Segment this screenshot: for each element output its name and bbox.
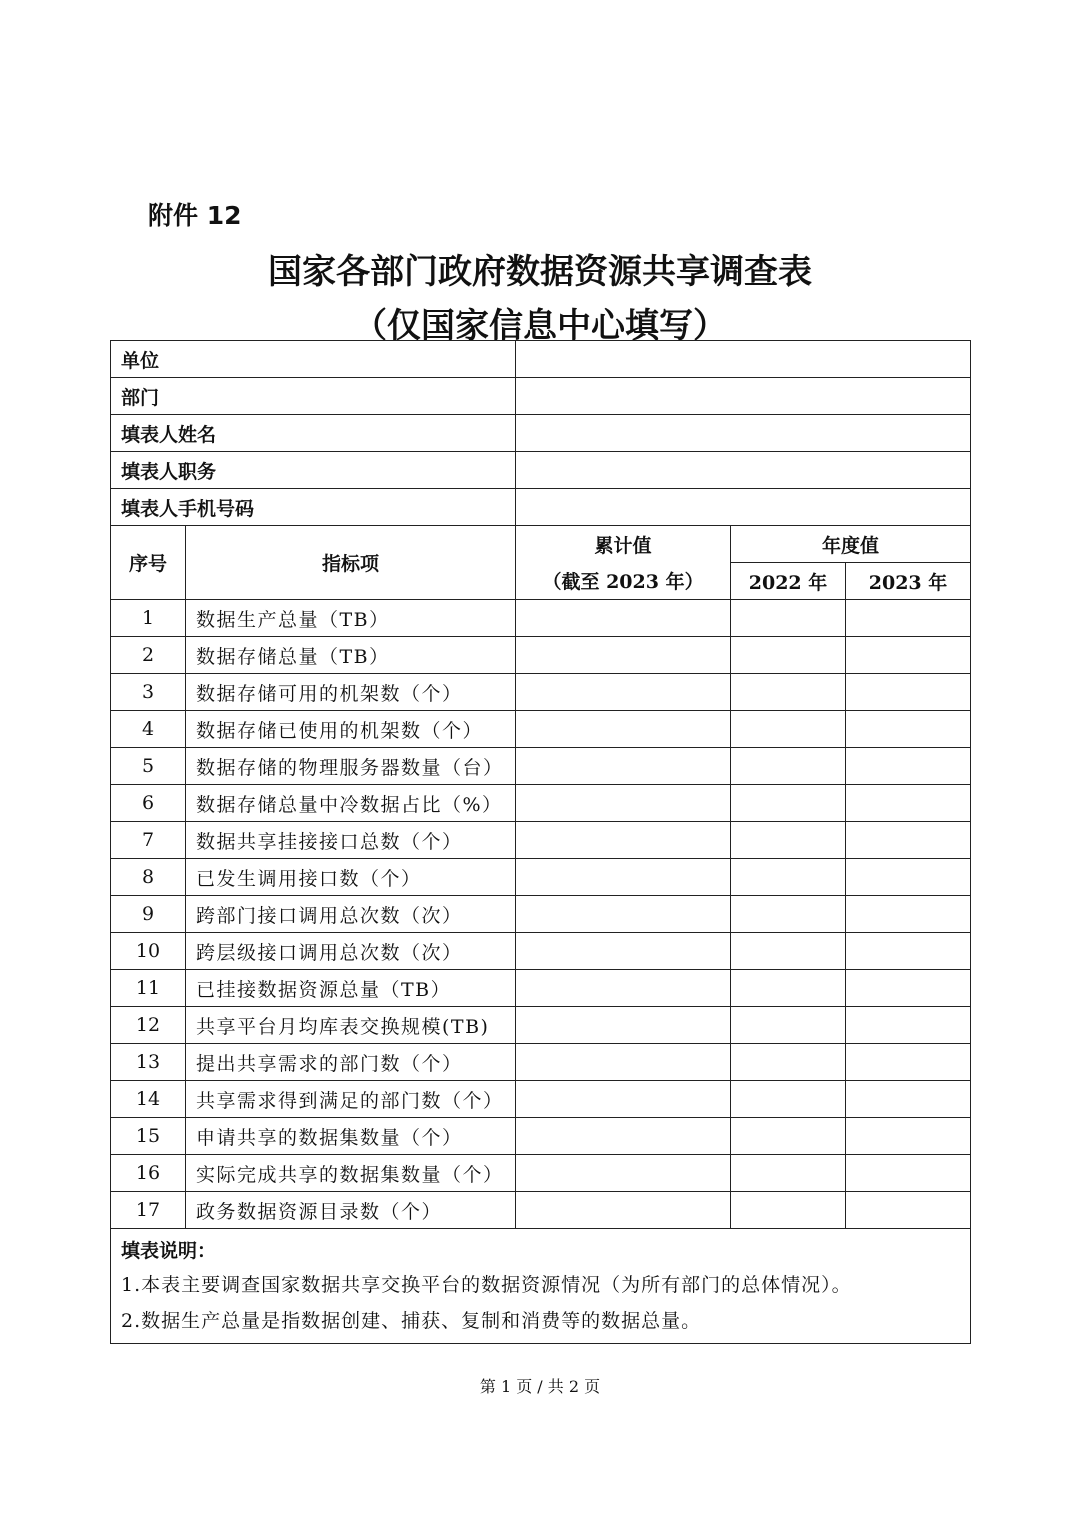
cumulative-cell[interactable]: [516, 859, 731, 896]
cumulative-cell[interactable]: [516, 1044, 731, 1081]
page-title: 国家各部门政府数据资源共享调查表: [268, 252, 812, 292]
row-seq: 10: [111, 933, 186, 970]
info-value-field[interactable]: [516, 341, 971, 378]
table-row: [111, 637, 971, 674]
row-item: 数据存储已使用的机架数（个）: [186, 711, 516, 748]
row-seq: 14: [111, 1081, 186, 1118]
row-item: 已发生调用接口数（个）: [186, 859, 516, 896]
year-2022-cell[interactable]: [731, 970, 846, 1007]
row-seq: 7: [111, 822, 186, 859]
year-2022-cell[interactable]: [731, 785, 846, 822]
row-item: 实际完成共享的数据集数量（个）: [186, 1155, 516, 1192]
table-row: [111, 1118, 971, 1155]
year-2023-cell[interactable]: [846, 785, 971, 822]
attachment-label: 附件 12: [148, 201, 242, 230]
row-seq: 15: [111, 1118, 186, 1155]
row-seq: 9: [111, 896, 186, 933]
notes-line: 2.数据生产总量是指数据创建、捕获、复制和消费等的数据总量。: [121, 1310, 702, 1332]
cumulative-cell[interactable]: [516, 933, 731, 970]
table-row: [111, 1155, 971, 1192]
row-item: 已挂接数据资源总量（TB）: [186, 970, 516, 1007]
year-2023-cell[interactable]: [846, 970, 971, 1007]
table-row: [111, 711, 971, 748]
row-seq: 13: [111, 1044, 186, 1081]
info-label: 填表人职务: [111, 452, 516, 489]
row-item: 数据存储总量（TB）: [186, 637, 516, 674]
year-2022-cell[interactable]: [731, 711, 846, 748]
info-label: 填表人姓名: [111, 415, 516, 452]
year-2023-cell[interactable]: [846, 1044, 971, 1081]
notes-line: 1.本表主要调查国家数据共享交换平台的数据资源情况（为所有部门的总体情况）。: [121, 1274, 852, 1296]
seq-header: 序号: [111, 526, 186, 600]
year-2022-cell[interactable]: [731, 1081, 846, 1118]
info-label: 单位: [111, 341, 516, 378]
info-row: [111, 378, 971, 415]
notes-title: 填表说明：: [121, 1240, 217, 1262]
row-item: 跨部门接口调用总次数（次）: [186, 896, 516, 933]
cumulative-cell[interactable]: [516, 822, 731, 859]
row-item: 数据存储的物理服务器数量（台）: [186, 748, 516, 785]
row-item: 跨层级接口调用总次数（次）: [186, 933, 516, 970]
info-row: [111, 452, 971, 489]
cumulative-cell[interactable]: [516, 1081, 731, 1118]
cumulative-cell[interactable]: [516, 896, 731, 933]
year-2022-cell[interactable]: [731, 748, 846, 785]
year-2023-cell[interactable]: [846, 711, 971, 748]
info-value-field[interactable]: [516, 378, 971, 415]
row-seq: 11: [111, 970, 186, 1007]
cumulative-cell[interactable]: [516, 970, 731, 1007]
row-seq: 1: [111, 600, 186, 637]
year-2023-cell[interactable]: [846, 674, 971, 711]
survey-table: [110, 340, 971, 1344]
row-item: 数据生产总量（TB）: [186, 600, 516, 637]
row-seq: 8: [111, 859, 186, 896]
cumulative-cell[interactable]: [516, 785, 731, 822]
year-2022-cell[interactable]: [731, 600, 846, 637]
table-row: [111, 896, 971, 933]
table-row: [111, 1192, 971, 1229]
table-row: [111, 1081, 971, 1118]
info-row: [111, 341, 971, 378]
cumulative-cell[interactable]: [516, 600, 731, 637]
year-2023-cell[interactable]: [846, 1155, 971, 1192]
year-2022-cell[interactable]: [731, 1044, 846, 1081]
table-row: [111, 933, 971, 970]
year-2023-cell[interactable]: [846, 1081, 971, 1118]
info-value-field[interactable]: [516, 489, 971, 526]
info-row: [111, 415, 971, 452]
cumulative-cell[interactable]: [516, 1192, 731, 1229]
cumulative-cell[interactable]: [516, 1007, 731, 1044]
year-2023-cell[interactable]: [846, 859, 971, 896]
info-value-field[interactable]: [516, 452, 971, 489]
year-2022-cell[interactable]: [731, 933, 846, 970]
annual-header: 年度值: [731, 526, 971, 563]
info-label: 部门: [111, 378, 516, 415]
table-row: [111, 822, 971, 859]
year-2023-header: 2023 年: [846, 563, 971, 600]
table-row: [111, 674, 971, 711]
year-2023-cell[interactable]: [846, 822, 971, 859]
info-row: [111, 489, 971, 526]
table-row: [111, 748, 971, 785]
notes-row: [111, 1229, 971, 1344]
row-seq: 2: [111, 637, 186, 674]
row-item: 政务数据资源目录数（个）: [186, 1192, 516, 1229]
info-value-field[interactable]: [516, 415, 971, 452]
table-row: [111, 970, 971, 1007]
row-item: 共享需求得到满足的部门数（个）: [186, 1081, 516, 1118]
year-2022-cell[interactable]: [731, 1007, 846, 1044]
year-2023-cell[interactable]: [846, 896, 971, 933]
year-2023-cell[interactable]: [846, 1007, 971, 1044]
cumulative-cell[interactable]: [516, 711, 731, 748]
year-2022-cell[interactable]: [731, 637, 846, 674]
cumulative-cell[interactable]: [516, 674, 731, 711]
cumulative-cell[interactable]: [516, 748, 731, 785]
page-subtitle: （仅国家信息中心填写）: [353, 306, 727, 346]
notes-cell: [111, 1229, 971, 1344]
row-seq: 3: [111, 674, 186, 711]
table-row: [111, 1044, 971, 1081]
year-2023-cell[interactable]: [846, 637, 971, 674]
table-row: [111, 600, 971, 637]
year-2023-cell[interactable]: [846, 1192, 971, 1229]
row-item: 数据共享挂接接口总数（个）: [186, 822, 516, 859]
year-2022-cell[interactable]: [731, 1192, 846, 1229]
table-row: [111, 1007, 971, 1044]
year-2022-cell[interactable]: [731, 859, 846, 896]
row-seq: 5: [111, 748, 186, 785]
info-label: 填表人手机号码: [111, 489, 516, 526]
row-item: 共享平台月均库表交换规模(TB): [186, 1007, 516, 1044]
year-2023-cell[interactable]: [846, 748, 971, 785]
year-2022-header: 2022 年: [731, 563, 846, 600]
row-item: 数据存储可用的机架数（个）: [186, 674, 516, 711]
year-2023-cell[interactable]: [846, 933, 971, 970]
row-seq: 12: [111, 1007, 186, 1044]
header-row: [111, 526, 971, 563]
year-2022-cell[interactable]: [731, 822, 846, 859]
year-2022-cell[interactable]: [731, 1155, 846, 1192]
row-item: 提出共享需求的部门数（个）: [186, 1044, 516, 1081]
cumulative-cell[interactable]: [516, 1155, 731, 1192]
year-2022-cell[interactable]: [731, 1118, 846, 1155]
row-item: 数据存储总量中冷数据占比（%）: [186, 785, 516, 822]
page-footer: 第 1 页 / 共 2 页: [479, 1377, 601, 1396]
row-seq: 16: [111, 1155, 186, 1192]
cumulative-cell[interactable]: [516, 1118, 731, 1155]
row-seq: 6: [111, 785, 186, 822]
year-2023-cell[interactable]: [846, 600, 971, 637]
year-2023-cell[interactable]: [846, 1118, 971, 1155]
year-2022-cell[interactable]: [731, 674, 846, 711]
year-2022-cell[interactable]: [731, 896, 846, 933]
cumulative-cell[interactable]: [516, 637, 731, 674]
row-item: 申请共享的数据集数量（个）: [186, 1118, 516, 1155]
cumulative-note: （截至 2023 年）: [516, 563, 731, 600]
item-header: 指标项: [186, 526, 516, 600]
table-row: [111, 785, 971, 822]
row-seq: 17: [111, 1192, 186, 1229]
table-row: [111, 859, 971, 896]
cumulative-header: 累计值: [516, 526, 731, 563]
row-seq: 4: [111, 711, 186, 748]
